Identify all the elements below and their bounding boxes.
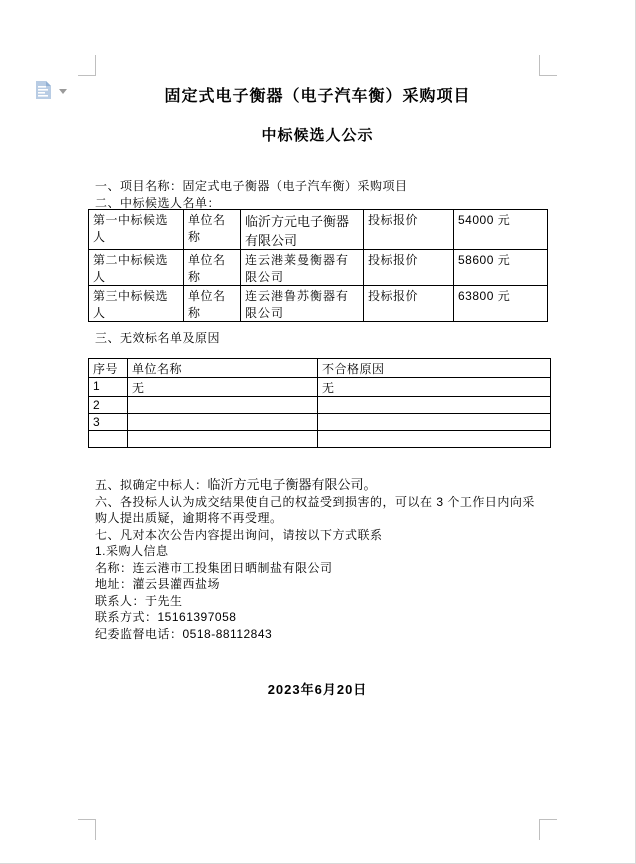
crop-mark-top-right [539,55,557,76]
crop-mark-bottom-right [539,819,557,840]
company-name-cell: 临沂方元电子衡器有限公司 [241,210,364,250]
seq-cell: 3 [89,414,128,431]
notes-block [95,477,545,642]
document-title: 固定式电子衡器（电子汽车衡）采购项目 [164,88,471,105]
document-subtitle: 中标候选人公示 [261,127,374,144]
crop-mark-bottom-left [78,819,96,840]
objection-line: 六、各投标人认为成交结果使自己的权益受到损害的，可以在 3 个工作日内向采购人提出质疑，逾期将不再受理。 [95,494,535,525]
table-row [89,397,551,414]
unit-name-label-cell: 单位名称 [184,210,241,250]
company-name-cell: 连云港鲁苏衡器有限公司 [241,286,364,322]
table-row [89,414,551,431]
table-row [89,210,548,250]
crop-mark-top-left [78,55,96,76]
table-row [89,286,548,322]
section-candidates-list: 二、中标候选人名单： [95,196,221,210]
unit-cell: 无 [128,378,318,397]
table-row [89,250,548,286]
unit-cell [128,397,318,414]
unit-cell [128,414,318,431]
company-name-cell: 连云港莱曼衡器有限公司 [241,250,364,286]
invalid-bids-table [88,358,551,448]
candidate-rank-cell: 第一中标候选人 [89,210,184,250]
contact-person-line: 联系人：于先生 [95,593,183,608]
bid-price-label-cell: 投标报价 [364,286,454,322]
seq-cell: 1 [89,378,128,397]
reason-cell [318,431,551,448]
bid-price-value-cell: 58600 元 [454,250,548,286]
section-project-name: 一、项目名称：固定式电子衡器（电子汽车衡）采购项目 [95,179,408,193]
seq-cell [89,431,128,448]
bid-price-label-cell: 投标报价 [364,250,454,286]
candidate-rank-cell: 第三中标候选人 [89,286,184,322]
contact-name-line: 名称：连云港市工投集团日晒制盐有限公司 [95,560,333,575]
buyer-info-heading: 1.采购人信息 [95,544,169,558]
unit-cell [128,431,318,448]
bid-price-label-cell: 投标报价 [364,210,454,250]
header-unit-cell: 单位名称 [128,359,318,378]
reason-cell [318,414,551,431]
contact-phone-line: 联系方式：15161397058 [95,610,237,624]
table-row [89,378,551,397]
seq-cell: 2 [89,397,128,414]
candidates-table [88,209,548,322]
bid-price-value-cell: 54000 元 [454,210,548,250]
unit-name-label-cell: 单位名称 [184,250,241,286]
header-seq-cell: 序号 [89,359,128,378]
reason-cell: 无 [318,378,551,397]
candidate-rank-cell: 第二中标候选人 [89,250,184,286]
winner-prefix: 五、拟确定中标人： [95,478,208,492]
document-date: 2023年6月20日 [267,682,368,697]
reason-cell [318,397,551,414]
bid-price-value-cell: 63800 元 [454,286,548,322]
section-invalid-bids: 三、无效标名单及原因 [95,331,221,345]
unit-name-label-cell: 单位名称 [184,286,241,322]
winner-company: 临沂方元电子衡器有限公司。 [207,477,377,492]
winner-line [95,477,545,494]
supervision-phone-line: 纪委监督电话：0518-88112843 [95,626,273,641]
contact-address-line: 地址：灌云县灌西盐场 [95,577,221,591]
inquiry-line: 七、凡对本次公告内容提出询问，请按以下方式联系 [95,527,383,542]
header-reason-cell: 不合格原因 [318,359,551,378]
table-row [89,431,551,448]
table-header-row [89,359,551,378]
